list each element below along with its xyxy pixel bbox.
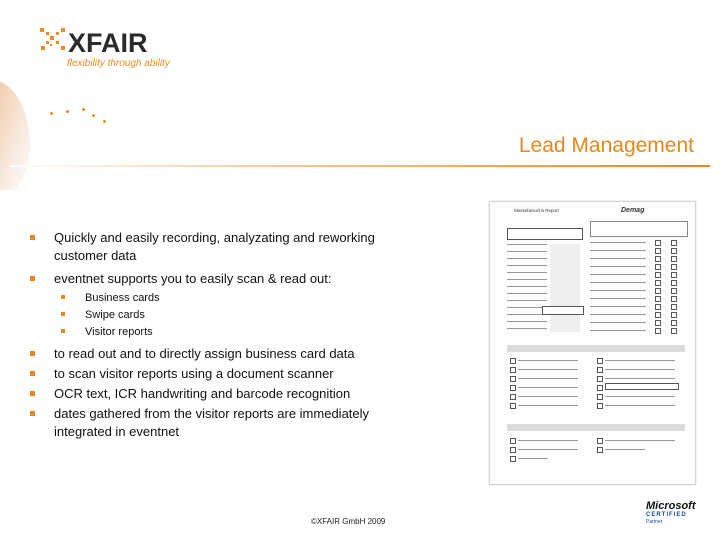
bullet-text: to read out and to directly assign business card data (54, 346, 355, 361)
bullet-marker-icon (30, 411, 35, 416)
bullet-list (30, 229, 410, 441)
sub-bullet-text: Visitor reports (85, 326, 153, 338)
bullet-marker-icon (30, 371, 35, 376)
bullet-item (30, 345, 410, 363)
sub-bullet-text: Swipe cards (85, 309, 145, 321)
xfair-x-mark-icon (38, 26, 68, 56)
bullet-marker-icon (30, 391, 35, 396)
bullet-item (30, 405, 410, 441)
bullet-text: to scan visitor reports using a document scanner (54, 366, 334, 381)
brand-name: XFAIR (68, 28, 148, 58)
scanned-visitor-report-image (489, 201, 696, 485)
sub-bullet-item (30, 307, 410, 324)
header-photo (0, 80, 230, 190)
scan-header: Messebesuchs Report (514, 208, 559, 213)
xfair-logo (38, 26, 178, 72)
sub-bullet-item (30, 324, 410, 341)
bullet-marker-icon (30, 235, 35, 240)
brand-tagline: flexibility through ability (67, 58, 170, 69)
badge-line1: Microsoft (646, 500, 696, 512)
microsoft-certified-partner-badge (646, 500, 706, 534)
bullet-marker-icon (61, 329, 65, 333)
badge-line2: CERTIFIED (646, 512, 687, 518)
bullet-marker-icon (61, 312, 65, 316)
scan-logo: Demag (621, 207, 645, 214)
copyright-text: ©XFAIR GmbH 2009 (311, 517, 386, 526)
bullet-item (30, 385, 410, 403)
bullet-text: Quickly and easily recording, analyzating and reworking customer data (54, 230, 375, 263)
bullet-text: OCR text, ICR handwriting and barcode recognition (54, 386, 351, 401)
badge-line3: Partner (646, 519, 663, 525)
sub-bullet-item (30, 290, 410, 307)
bullet-marker-icon (30, 351, 35, 356)
bullet-item (30, 365, 410, 383)
bullet-marker-icon (30, 276, 35, 281)
sub-bullet-text: Business cards (85, 292, 160, 304)
bullet-item (30, 270, 410, 288)
bullet-marker-icon (61, 295, 65, 299)
bullet-text: dates gathered from the visitor reports are immediately integrated in eventnet (54, 406, 370, 439)
slide-title: Lead Management (518, 134, 694, 157)
bullet-text: eventnet supports you to easily scan & read out: (54, 271, 332, 286)
title-divider (10, 165, 710, 167)
bullet-item (30, 229, 410, 265)
